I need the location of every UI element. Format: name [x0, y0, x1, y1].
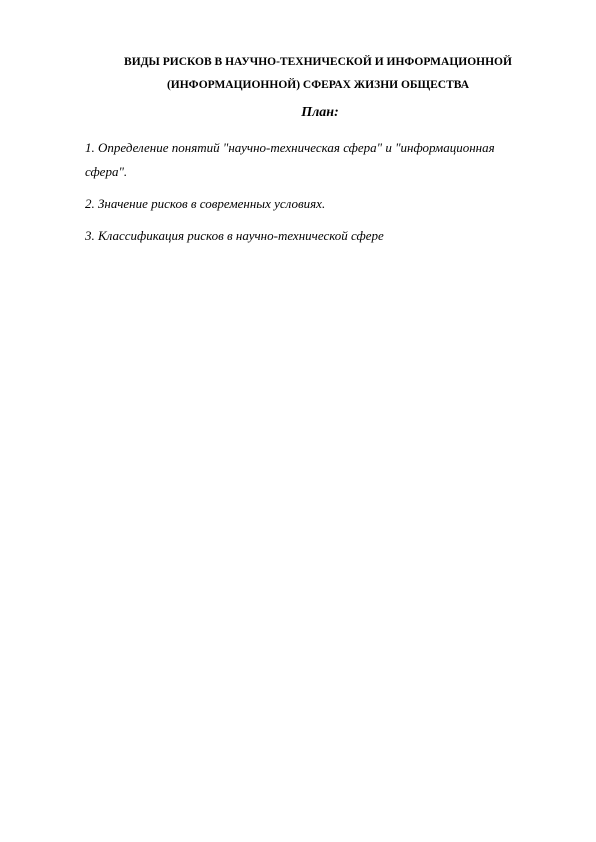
plan-item-2: 2. Значение рисков в современных условиях. — [85, 196, 326, 211]
plan-item-1-line-1: 1. Определение понятий "научно-техническая сфера" и "информационная — [85, 140, 495, 155]
plan-heading: План: — [301, 105, 339, 120]
plan-item-3: 3. Классификация рисков в научно-технической сфере — [85, 228, 384, 243]
document-title-line-1: ВИДЫ РИСКОВ В НАУЧНО-ТЕХНИЧЕСКОЙ И ИНФОРМАЦИОННОЙ — [124, 56, 512, 68]
plan-item-1-line-2: сфера". — [85, 164, 128, 179]
document-title-line-2: (ИНФОРМАЦИОННОЙ) СФЕРАХ ЖИЗНИ ОБЩЕСТВА — [166, 79, 470, 91]
